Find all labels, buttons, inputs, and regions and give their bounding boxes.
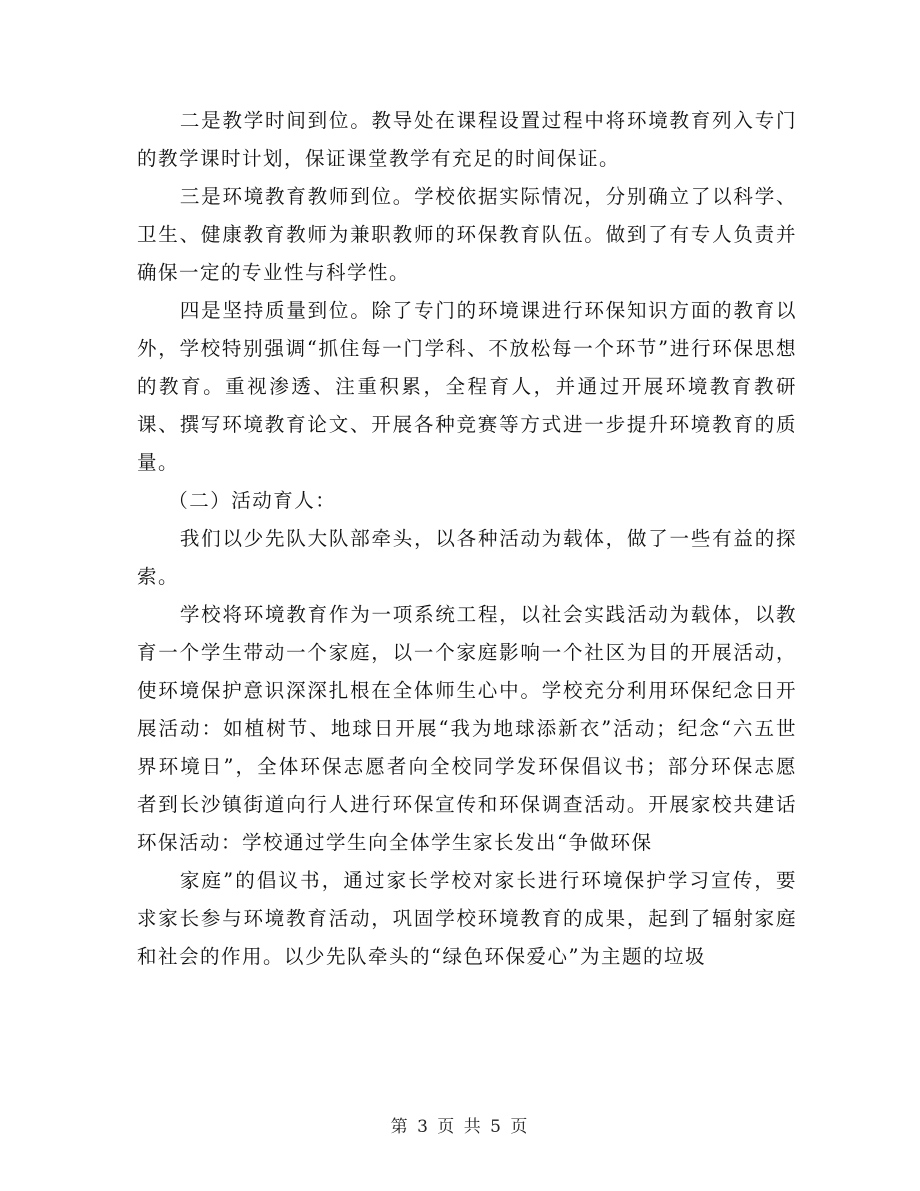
page-footer xyxy=(0,1112,920,1137)
paragraph-quality: 四是坚持质量到位。除了专门的环境课进行环保知识方面的教育以外，学校特别强调“抓住每一门学科、不放松每一个环节”进行环保思想的教育。重视渗透、注重积累，全程育人，并通过开展环境教育教研课、撰写环境教育论文、开展各种竞赛等方式进一步提升环境教育的质量。 xyxy=(137,299,797,474)
paragraph-teaching-time: 二是教学时间到位。教导处在课程设置过程中将环境教育列入专门的教学课时计划，保证课堂教学有充足的时间保证。 xyxy=(137,109,797,170)
paragraph-teachers: 三是环境教育教师到位。学校依据实际情况，分别确立了以科学、卫生、健康教育教师为兼职教师的环保教育队伍。做到了有专人负责并确保一定的专业性与科学性。 xyxy=(137,185,797,284)
body-text xyxy=(137,102,797,976)
page-number: 第 3 页 共 5 页 xyxy=(390,1117,530,1137)
paragraph-system-project: 学校将环境教育作为一项系统工程，以社会实践活动为载体，以教育一个学生带动一个家庭，以一个家庭影响一个社区为目的开展活动，使环境保护意识深深扎根在全体师生心中。学校充分利用环保纪念日开展活动：如植树节、地球日开展“我为地球添新衣”活动；纪念“六五世界环境日”，全体环保志愿者向全校同学发环保倡议书；部分环保志愿者到长沙镇街道向行人进行环保宣传和环保调查活动。开展家校共建话环保活动：学校通过学生向全体学生家长发出“争做环保 xyxy=(137,603,797,854)
paragraph-pioneers: 我们以少先队大队部牵头，以各种活动为载体，做了一些有益的探索。 xyxy=(137,527,797,588)
paragraph-family: 家庭”的倡议书，通过家长学校对家长进行环境保护学习宣传，要求家长参与环境教育活动，巩固学校环境教育的成果，起到了辐射家庭和社会的作用。以少先队牵头的“绿色环保爱心”为主题的垃圾 xyxy=(137,869,797,968)
section-heading-activities: （二）活动育人： xyxy=(168,489,337,512)
